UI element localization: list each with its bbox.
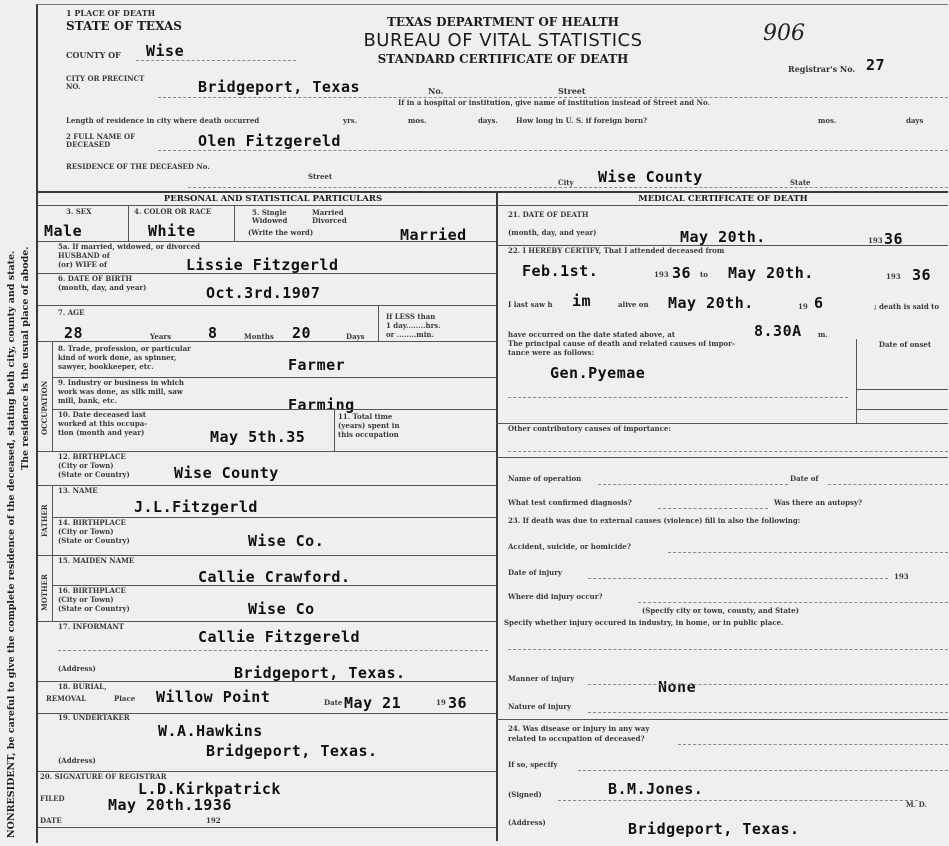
death-year-value: 36 — [884, 230, 904, 248]
mother-birth-sub1: (City or Town) — [58, 595, 114, 604]
cause-label-1: The principal cause of death and related causes of impor- — [508, 339, 735, 348]
to-year-prefix: 193 — [886, 272, 901, 281]
operation-date-label: Date of — [790, 474, 819, 483]
medical-section-title: MEDICAL CERTIFICATE OF DEATH — [638, 194, 808, 204]
color-value: White — [148, 222, 196, 240]
informant-address-label: (Address) — [58, 664, 96, 673]
residence-state-label: State — [790, 178, 811, 187]
margin-note-line-2: The residence is the usual place of abode. — [20, 246, 31, 470]
death-year-prefix: 193 — [868, 236, 883, 245]
signed-label: (Signed) — [508, 790, 542, 799]
md-label: M. D. — [906, 800, 927, 809]
registrar-no: 27 — [866, 56, 886, 74]
autopsy-label: Was there an autopsy? — [774, 498, 863, 507]
alive-on-label: alive on — [618, 300, 649, 309]
single-label: 5. Single Widowed — [252, 208, 288, 225]
death-date-sub: (month, day, and year) — [508, 228, 597, 237]
or-min-label: or ........min. — [386, 330, 434, 339]
specify-label: If so, specify — [508, 760, 558, 769]
informant-label: 17. INFORMANT — [58, 622, 124, 631]
spouse-label-1: 5a. If married, widowed, or divorced — [58, 242, 201, 251]
mother-name-value: Callie Crawford. — [198, 568, 351, 586]
father-name-value: J.L.Fitzgerld — [134, 498, 258, 516]
mother-birth-sub2: (State or Country) — [58, 604, 130, 613]
occ-related-label-2: related to occupation of deceased? — [508, 734, 645, 743]
last-saw-date-value: May 20th. — [668, 294, 754, 312]
date-label-bottom: DATE — [40, 816, 62, 825]
less-than-label: If LESS than — [386, 312, 436, 321]
full-name-value: Olen Fitzgereld — [198, 132, 341, 150]
external-label: 23. If death was due to external causes (violence) fill in also the following: — [508, 516, 801, 525]
no-label: No. — [428, 86, 444, 96]
injury-where-label: Where did injury occur? — [508, 592, 603, 601]
yrs-label: yrs. — [343, 116, 358, 125]
spouse-label-2: HUSBAND of — [58, 251, 110, 260]
operation-label: Name of operation — [508, 474, 582, 483]
city-value: Bridgeport, Texas — [198, 78, 361, 96]
attended-to-value: May 20th. — [728, 264, 814, 282]
bureau-title: BUREAU OF VITAL STATISTICS — [363, 30, 643, 51]
birthplace-value: Wise County — [174, 464, 279, 482]
days-label: days. — [478, 116, 498, 125]
spouse-value: Lissie Fitzgerld — [186, 256, 339, 274]
to-label: to — [700, 270, 708, 279]
onset-label: Date of onset — [878, 340, 932, 349]
accident-label: Accident, suicide, or homicide? — [508, 542, 631, 551]
county-value: Wise — [146, 42, 185, 60]
sex-value: Male — [44, 222, 83, 240]
residence-city-label: City — [558, 178, 574, 187]
father-birth-sub2: (State or Country) — [58, 536, 130, 545]
burial-place-value: Willow Point — [156, 688, 271, 706]
age-days: 20 — [292, 324, 312, 342]
burial-label: 18. BURIAL, — [58, 682, 107, 691]
burial-date-value: May 21 — [344, 694, 402, 712]
dob-label: 6. DATE OF BIRTH — [58, 274, 133, 283]
city-label: CITY OR PRECINCT NO. — [66, 74, 145, 91]
margin-instructions — [0, 0, 34, 846]
burial-year-prefix: 19 — [436, 698, 446, 707]
father-birth-value: Wise Co. — [248, 532, 325, 550]
certificate-form — [36, 4, 948, 843]
write-word-label: (Write the word) — [248, 228, 314, 237]
manner-label: Manner of injury — [508, 674, 575, 683]
months-label: Months — [244, 332, 274, 341]
days-label: Days — [346, 332, 365, 341]
personal-section-title: PERSONAL AND STATISTICAL PARTICULARS — [163, 194, 383, 204]
hospital-note: If in a hospital or institution, give name of institution instead of Street and No. — [398, 98, 711, 107]
county-label: COUNTY OF — [66, 50, 121, 60]
injury-where-sub: (Specify city or town, county, and State) — [642, 606, 799, 615]
death-date-label: 21. DATE OF DEATH — [508, 210, 589, 219]
nature-label: Nature of injury — [508, 702, 572, 711]
mother-name-label: 15. MAIDEN NAME — [58, 556, 135, 565]
to-year-value: 36 — [912, 266, 932, 284]
state-label: STATE OF TEXAS — [66, 19, 182, 33]
last-saw-year-value: 6 — [814, 294, 824, 312]
registrar-signature-value: L.D.Kirkpatrick — [138, 780, 281, 798]
industry-label-1: 9. Industry or business in which — [58, 378, 185, 387]
attended-from-value: Feb.1st. — [522, 262, 599, 280]
year-192-label: 192 — [206, 816, 221, 825]
trade-label-3: sawyer, bookkeeper, etc. — [58, 362, 154, 371]
total-time-label-2: (years) spent in — [338, 421, 400, 430]
informant-address-value: Bridgeport, Texas. — [234, 664, 406, 682]
day-hrs-label: 1 day........hrs. — [386, 321, 441, 330]
age-months: 8 — [208, 324, 218, 342]
dob-value: Oct.3rd.1907 — [206, 284, 321, 302]
trade-value: Farmer — [288, 356, 346, 374]
residence-street-label: Street — [308, 172, 333, 181]
spouse-label-3: (or) WIFE of — [58, 260, 107, 269]
cause-value: Gen.Pyemae — [550, 364, 646, 382]
residence-length-label: Length of residence in city where death occurred — [66, 116, 260, 125]
handwritten-number: 906 — [763, 21, 805, 46]
total-time-label-1: 11. Total time — [338, 412, 393, 421]
marital-value: Married — [400, 226, 467, 244]
informant-value: Callie Fitzgereld — [198, 628, 361, 646]
undertaker-address-label: (Address) — [58, 756, 96, 765]
death-said-label: ; death is said to — [874, 302, 940, 311]
occupation-side-label: OCCUPATION — [40, 380, 49, 435]
sex-label: 3. SEX — [66, 207, 92, 216]
how-long-us-label: How long in U. S. if foreign born? — [516, 116, 648, 125]
father-birth-sub1: (City or Town) — [58, 527, 114, 536]
birthplace-sub1: (City or Town) — [58, 461, 114, 470]
undertaker-label: 19. UNDERTAKER — [58, 713, 130, 722]
residence-label: RESIDENCE OF THE DECEASED No. — [66, 162, 210, 171]
cause-label-2: tance were as follows: — [508, 348, 595, 357]
occurred-label: have occurred on the date stated above, at — [508, 330, 675, 339]
registrar-no-label: Registrar's No. — [788, 64, 856, 74]
mother-side-label: MOTHER — [40, 574, 49, 611]
place-label: Place — [114, 694, 136, 703]
department-title: TEXAS DEPARTMENT OF HEALTH — [387, 15, 619, 29]
trade-label-1: 8. Trade, profession, or particular — [58, 344, 191, 353]
father-side-label: FATHER — [40, 504, 49, 537]
from-year-value: 36 — [672, 264, 692, 282]
contributory-label: Other contributory causes of importance: — [508, 424, 671, 433]
years-label: Years — [150, 332, 172, 341]
mos2-label: mos. — [818, 116, 837, 125]
last-saw-h: im — [572, 292, 592, 310]
removal-label: REMOVAL — [46, 694, 87, 703]
time-value: 8.30A — [754, 322, 802, 340]
mother-birth-label: 16. BIRTHPLACE — [58, 586, 126, 595]
medical-address-value: Bridgeport, Texas. — [628, 820, 800, 838]
filed-value: May 20th.1936 — [108, 796, 232, 814]
trade-label-2: kind of work done, as spinner, — [58, 353, 177, 362]
father-birth-label: 14. BIRTHPLACE — [58, 518, 126, 527]
mos-label: mos. — [408, 116, 427, 125]
margin-note-line-1: NONRESIDENT, be careful to give the complete residence of the deceased, stating both city, county and state. — [6, 250, 17, 838]
father-name-label: 13. NAME — [58, 486, 98, 495]
burial-year-value: 36 — [448, 694, 468, 712]
filed-label: FILED — [40, 794, 65, 803]
full-name-label: 2 FULL NAME OF DECEASED — [66, 132, 136, 149]
burial-date-label: Date — [324, 698, 343, 707]
industry-label-2: work was done, as silk mill, saw — [58, 387, 183, 396]
last-saw-label: I last saw h — [508, 300, 553, 309]
birthplace-label: 12. BIRTHPLACE — [58, 452, 126, 461]
from-year-prefix: 193 — [654, 270, 669, 279]
residence-city-value: Wise County — [598, 168, 703, 186]
age-years: 28 — [64, 324, 84, 342]
test-label: What test confirmed diagnosis? — [508, 498, 632, 507]
days2-label: days — [906, 116, 924, 125]
industry-place-label: Specify whether injury occured in industry, in home, or in public place. — [504, 618, 784, 627]
last-saw-year-prefix: 19 — [798, 302, 808, 311]
last-worked-label-3: tion (month and year) — [58, 428, 145, 437]
medical-address-label: (Address) — [508, 818, 546, 827]
place-of-death-label: 1 PLACE OF DEATH — [66, 8, 156, 18]
death-date-value: May 20th. — [680, 228, 766, 246]
undertaker-address-value: Bridgeport, Texas. — [206, 742, 378, 760]
birthplace-sub2: (State or Country) — [58, 470, 130, 479]
mother-birth-value: Wise Co — [248, 600, 315, 618]
last-worked-label-1: 10. Date deceased last — [58, 410, 147, 419]
married-label: Married Divorced — [312, 208, 347, 225]
registrar-signature-label: 20. SIGNATURE OF REGISTRAR — [40, 772, 167, 781]
industry-label-3: mill, bank, etc. — [58, 396, 117, 405]
age-label: 7. AGE — [58, 308, 85, 317]
certificate-title: STANDARD CERTIFICATE OF DEATH — [377, 52, 629, 66]
undertaker-value: W.A.Hawkins — [158, 722, 263, 740]
dob-sub-label: (month, day, and year) — [58, 283, 147, 292]
injury-year-label: 193 — [894, 572, 909, 581]
m-label: m. — [818, 330, 828, 339]
signed-value: B.M.Jones. — [608, 780, 704, 798]
last-worked-label-2: worked at this occupa- — [58, 419, 148, 428]
total-time-label-3: this occupation — [338, 430, 399, 439]
last-worked-value: May 5th.35 — [210, 428, 306, 446]
industry-value: Farming — [288, 396, 355, 414]
injury-date-label: Date of injury — [508, 568, 562, 577]
color-label: 4. COLOR OR RACE — [134, 207, 212, 216]
occ-related-label-1: 24. Was disease or injury in any way — [508, 724, 650, 733]
street-label: Street — [558, 86, 586, 96]
certify-label: 22. I HEREBY CERTIFY, That I attended deceased from — [508, 246, 725, 255]
manner-value: None — [658, 678, 697, 696]
